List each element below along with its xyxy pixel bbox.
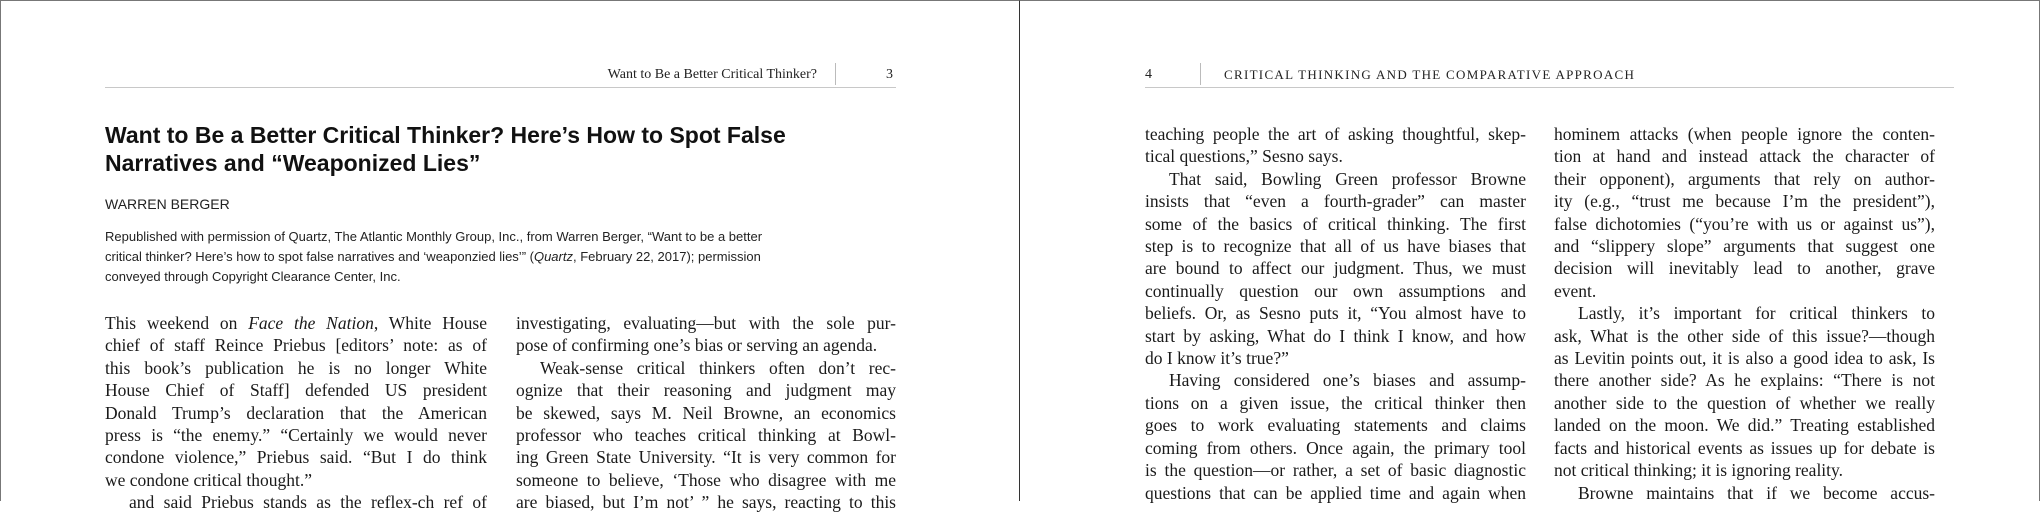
text-line: investigating, evaluating—but with the sole pur-	[516, 313, 896, 333]
text-line: Weak-sense critical thinkers often don’t rec-	[540, 357, 896, 378]
text-line: are bound to affect our judgment. Thus, we must	[1145, 258, 1526, 279]
text-line: goes to work evaluating statements and claims	[1145, 415, 1526, 436]
text-line: ask, What is the other side of this issue?—though	[1554, 325, 1935, 346]
running-head-divider	[835, 63, 836, 85]
text-line: continually question our own assumptions and	[1145, 280, 1526, 301]
text-line: pose of confirming one’s bias or serving an agenda.	[516, 335, 878, 356]
text-line: this book’s publication he is no longer White	[105, 357, 487, 378]
text-line	[105, 312, 487, 334]
text-line: decision will inevitably lead to another, grave	[1554, 258, 1935, 279]
text-line: we condone critical thought.”	[105, 469, 313, 490]
running-head	[1145, 63, 1954, 88]
text-line: and “slippery slope” arguments that suggest one	[1554, 236, 1935, 257]
text-line: do I know it’s true?”	[1145, 348, 1289, 369]
permission-line: Republished with permission of Quartz, The Atlantic Monthly Group, Inc., from Warren Berger, “Want to be a better	[105, 229, 763, 244]
text-line: beliefs. Or, as Sesno puts it, “You almost have to	[1145, 303, 1526, 324]
text-line: landed on the moon. We did.” Treating established	[1554, 415, 1935, 436]
text-line: tical questions,” Sesno says.	[1145, 146, 1343, 167]
text-line: ognize that their reasoning and judgment may	[516, 380, 896, 401]
text-line: is the question—or rather, a set of basic diagnostic	[1145, 460, 1526, 481]
permission-line: critical thinker? Here’s how to spot false narratives and ‘weaponzied lies’” (	[105, 249, 534, 264]
text-line: condone violence,” Priebus said. “But I do think	[105, 447, 487, 468]
left-page	[0, 0, 1019, 513]
body-column-right-2	[1554, 123, 1935, 504]
text-line: tions on a given issue, the critical thinker then	[1145, 392, 1526, 413]
text-line: hominem attacks (when people ignore the conten-	[1554, 124, 1935, 144]
text-line: House Chief of Staff] defended US president	[105, 380, 487, 401]
right-page	[1019, 0, 2040, 501]
text-line: That said, Bowling Green professor Browne	[1169, 168, 1526, 189]
text-line: someone to believe, ‘Those who disagree with me	[516, 469, 896, 490]
text-line: step is to recognize that all of us have biases that	[1145, 236, 1526, 257]
text-fragment-italic: Face the Nation	[248, 313, 374, 333]
text-line: Browne maintains that if we become accus-	[1578, 482, 1935, 503]
text-line: be skewed, says M. Neil Browne, an economics	[516, 402, 896, 423]
body-column-left-2	[516, 312, 896, 514]
body-column-right-1	[1145, 123, 1526, 504]
text-line: ity (e.g., “trust me because I’m the president”),	[1554, 191, 1935, 212]
text-line: Lastly, it’s important for critical thinkers to	[1578, 303, 1935, 324]
text-line: false dichotomies (“you’re with us or against us”),	[1554, 213, 1935, 234]
text-line: coming from others. Once again, the primary tool	[1145, 437, 1526, 458]
text-line: start by asking, What do I think I know, and how	[1145, 325, 1526, 346]
text-line: insists that “even a fourth-grader” can master	[1145, 191, 1526, 212]
body-column-left-1	[105, 312, 487, 514]
text-line: Having considered one’s biases and assump-	[1169, 370, 1526, 391]
text-line: tion at hand and instead attack the character of	[1554, 146, 1935, 167]
text-line: event.	[1554, 280, 1597, 301]
text-line: and said Priebus stands as the reflex-ch ref of	[129, 492, 487, 513]
text-line: professor who teaches critical thinking at Bowl-	[516, 425, 896, 446]
text-line: chief of staff Reince Priebus [editors’ note: as of	[105, 335, 487, 356]
permission-publication: Quartz	[533, 249, 573, 264]
running-head	[105, 63, 896, 88]
text-line: are biased, but I’m not’ ” he says, reacting to this	[516, 492, 896, 513]
text-line: another side to the question of whether we really	[1554, 392, 1935, 413]
text-line: facts and historical events as issues up for debate is	[1554, 437, 1935, 458]
text-line: Donald Trump’s declaration that the American	[105, 402, 487, 423]
author-byline: WARREN BERGER	[105, 196, 230, 212]
permission-line: conveyed through Copyright Clearance Center, Inc.	[105, 269, 401, 284]
text-line: teaching people the art of asking thoughtful, skep-	[1145, 124, 1526, 144]
running-head-divider	[1200, 63, 1201, 85]
text-fragment: , White House	[373, 313, 487, 333]
text-fragment: This weekend on	[105, 313, 249, 333]
running-head-title: Want to Be a Better Critical Thinker?	[607, 67, 817, 82]
article-title: Want to Be a Better Critical Thinker? Here’s How to Spot False Narratives and “Weaponized Lies”	[105, 122, 786, 176]
text-line: ing Green State University. “It is very common for	[516, 447, 896, 468]
text-line: some of the basics of critical thinking. The first	[1145, 213, 1526, 234]
running-head-title: CRITICAL THINKING AND THE COMPARATIVE APPROACH	[1224, 67, 1636, 82]
permission-line: , February 22, 2017); permission	[572, 249, 761, 264]
text-line: press is “the enemy.” “Certainly we would never	[105, 425, 487, 446]
text-line: as Levitin points out, it is also a good idea to ask, Is	[1554, 348, 1935, 369]
text-line: not critical thinking; it is ignoring reality.	[1554, 460, 1844, 481]
page-number: 4	[1145, 67, 1152, 82]
text-line: their opponent), arguments that rely on author-	[1554, 168, 1935, 189]
permission-note	[105, 227, 895, 287]
page-number: 3	[886, 67, 893, 82]
text-line: there another side? As he explains: “There is not	[1554, 370, 1935, 391]
text-line: questions that can be applied time and again when	[1145, 482, 1526, 503]
